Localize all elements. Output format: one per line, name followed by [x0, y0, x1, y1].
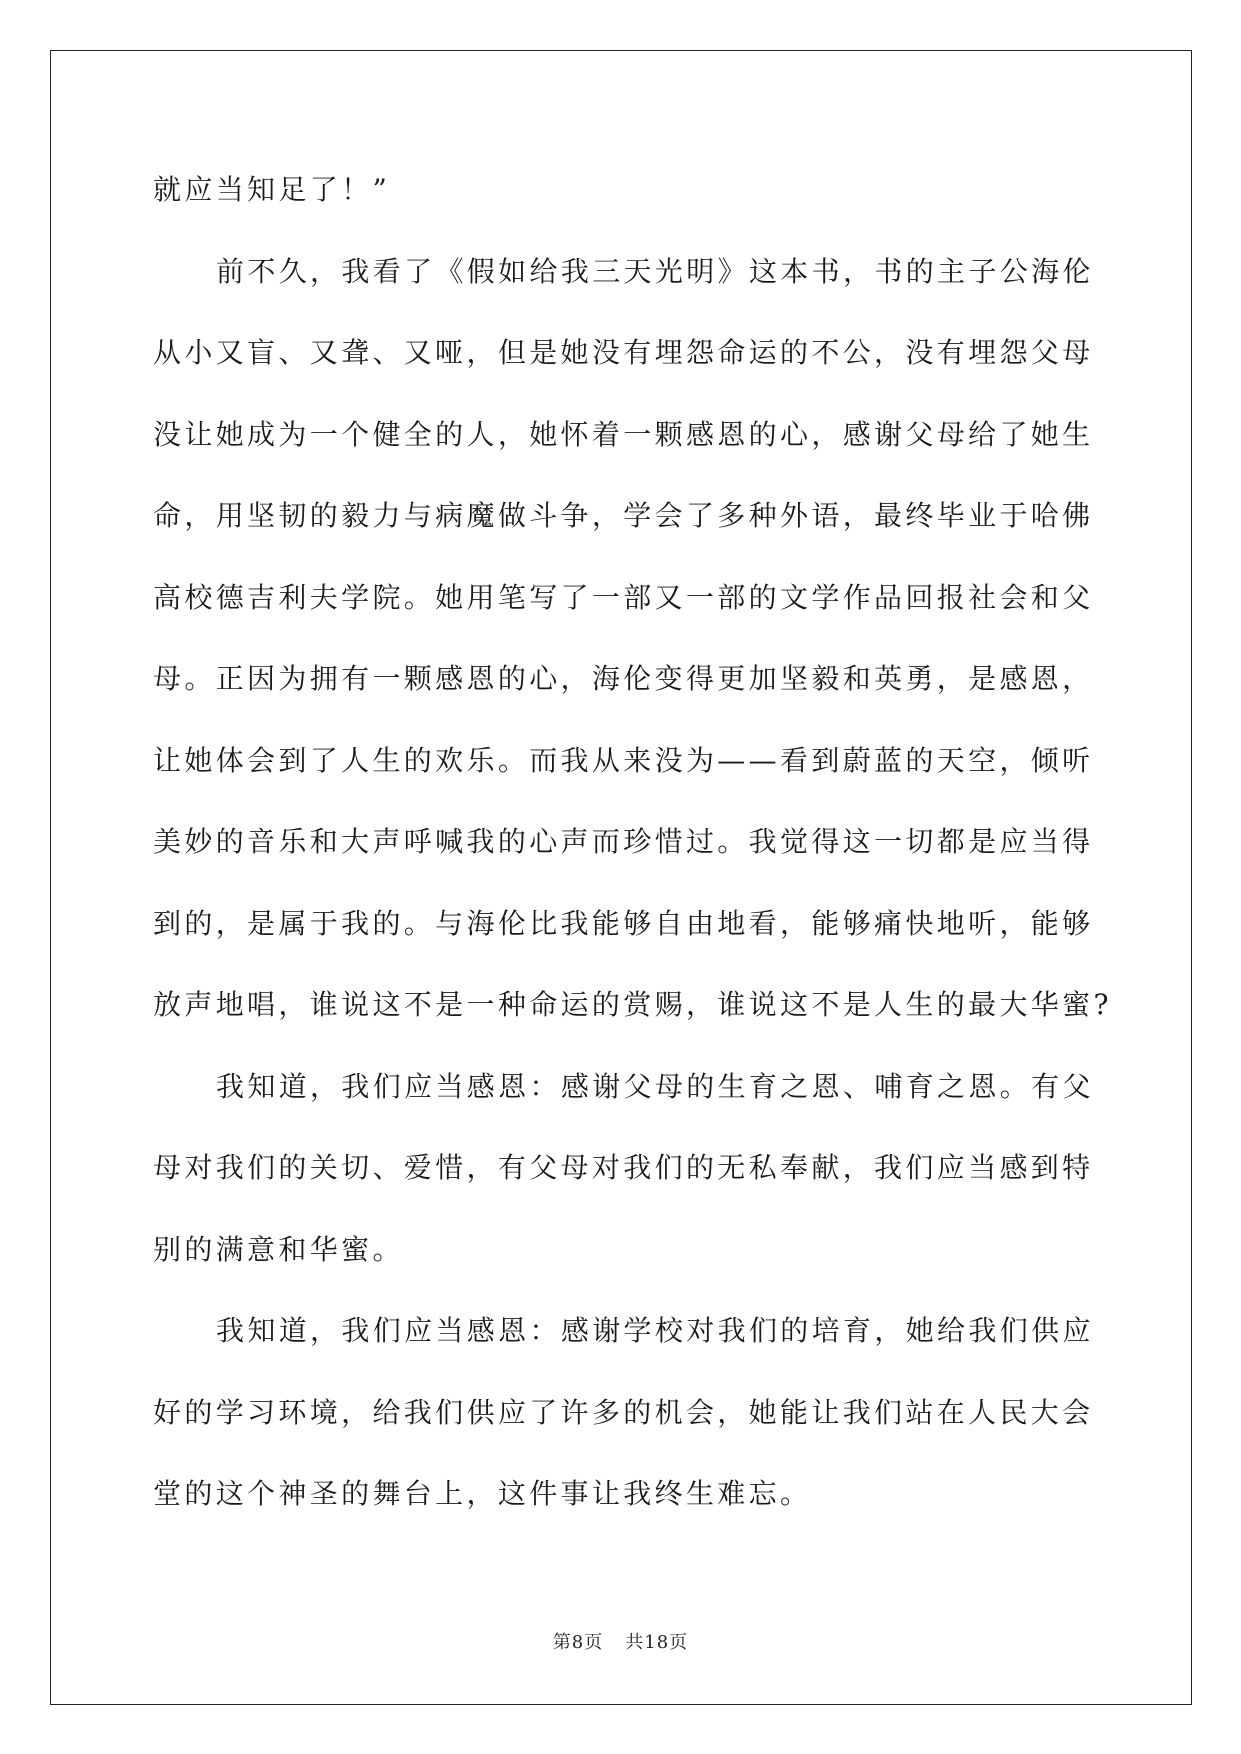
paragraph-first-line: 我知道，我们应当感恩：感谢学校对我们的培育，她给我们供应	[216, 1314, 1094, 1347]
text-line: 美妙的音乐和大声呼喊我的心声而珍惜过。我觉得这一切都是应当得	[153, 825, 1094, 858]
page-total: 共18页	[625, 1632, 689, 1653]
page-footer	[0, 1628, 1241, 1654]
text-line: 堂的这个神圣的舞台上，这件事让我终生难忘。	[153, 1477, 812, 1510]
text-line: 让她体会到了人生的欢乐。而我从来没为——看到蔚蓝的天空，倾听	[153, 743, 1094, 777]
paragraph-first-line: 我知道，我们应当感恩：感谢父母的生育之恩、哺育之恩。有父	[216, 1069, 1094, 1103]
text-line: 没让她成为一个健全的人，她怀着一颗感恩的心，感谢父母给了她生	[153, 417, 1094, 451]
text-line: 母。正因为拥有一颗感恩的心，海伦变得更加坚毅和英勇，是感恩，	[153, 662, 1094, 695]
text-line: 到的，是属于我的。与海伦比我能够自由地看，能够痛快地听，能够	[153, 906, 1094, 940]
paragraph-first-line: 前不久，我看了《假如给我三天光明》这本书，书的主子公海伦	[216, 254, 1094, 288]
body-text	[153, 160, 1112, 1546]
text-line: 就应当知足了！”	[153, 173, 391, 206]
text-line: 母对我们的关切、爱惜，有父母对我们的无私奉献，我们应当感到特	[153, 1151, 1094, 1184]
text-line: 高校德吉利夫学院。她用笔写了一部又一部的文学作品回报社会和父	[153, 580, 1094, 614]
text-line: 放声地唱，谁说这不是一种命运的赏赐，谁说这不是人生的最大华蜜?	[153, 988, 1112, 1021]
text-line: 从小又盲、又聋、又哑，但是她没有埋怨命运的不公，没有埋怨父母	[153, 336, 1094, 369]
page-number: 第8页	[552, 1632, 604, 1653]
text-line: 好的学习环境，给我们供应了许多的机会，她能让我们站在人民大会	[153, 1395, 1094, 1429]
text-line: 命，用坚韧的毅力与病魔做斗争，学会了多种外语，最终毕业于哈佛	[153, 499, 1094, 532]
text-line: 别的满意和华蜜。	[153, 1232, 404, 1266]
